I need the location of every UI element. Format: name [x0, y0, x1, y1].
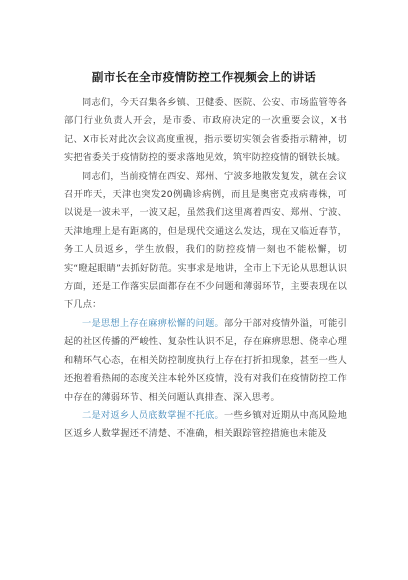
paragraph-text: 同志们，当前疫情在西安、郑州、宁波多地散发复发，就在会议召开昨天，天津也突发20例确诊病例，而且是奥密克戎病毒株，可以说是一波未平，一波又起，虽然我们这里离着西安、郑州、宁波、天津地理上是有距离的，但是现代交通这么发达，现在又临近春节，务工人员返乡，学生放假，我们的防控疫情一刻也不能松懈，切实“瞪起眼睛”去抓好防范。实事求是地讲，全市上下无论从思想认识方面，还是工作落实层面都存在不少问题和薄弱环节，主要表现在以下几点：	[64, 170, 347, 311]
document-body	[64, 94, 347, 444]
document-title: 副市长在全市疫情防控工作视频会上的讲话	[91, 70, 317, 84]
paragraph-opening	[64, 94, 347, 168]
point-heading: 二是对返乡人员底数掌握不托底。	[82, 409, 225, 421]
point-heading: 一是思想上存在麻痹松懈的问题。	[82, 317, 225, 329]
paragraph-text: 一些乡镇对近期从中高风险地区返乡人数掌握还不清楚、不准确，相关跟踪管控措施也未能及	[64, 409, 348, 440]
paragraph-text: 同志们，今天召集各乡镇、卫健委、医院、公安、市场监管等各部门行业负责人开会，是市委、市政府决定的一次重要会议，X书记、X市长对此次会议高度重视，指示要切实领会省委指示精神，切实把省委关于疫情防控的要求落地见效，筑牢防控疫情的钢铁长城。	[64, 97, 347, 164]
paragraph-point-two	[64, 407, 347, 444]
paragraph-point-one	[64, 315, 347, 407]
paragraph-situation	[64, 168, 347, 315]
paragraph-text: 部分干部对疫情外溢，可能引起的社区传播的严峻性、复杂性认识不足，存在麻痹思想、侥幸心理和精环气心态，在相关防控制度执行上存在打折扣现象，甚至一些人还抱着看热闹的态度关注本轮外区疫情，没有对我们在疫情防控工作中存在的薄弱环节、相关问题认真排查、深入思考。	[64, 317, 348, 403]
